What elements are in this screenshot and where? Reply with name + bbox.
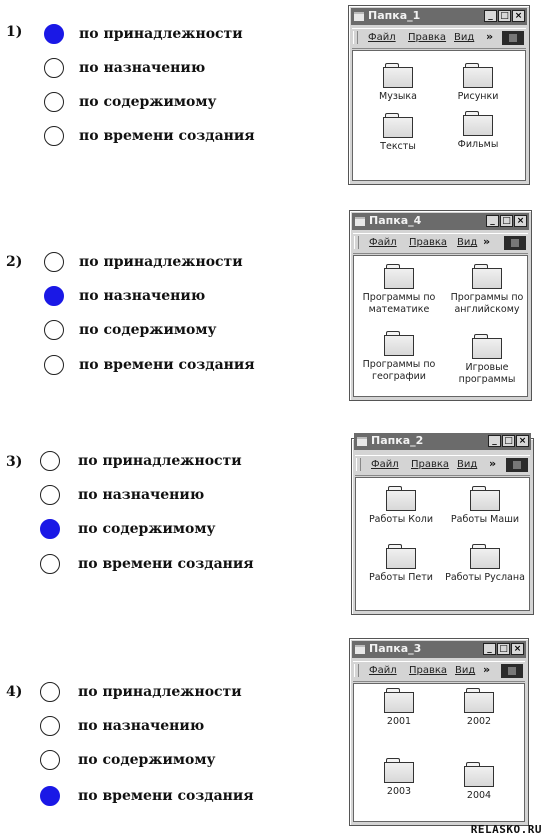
option-label: по времени создания <box>79 128 255 144</box>
window-icon <box>355 645 365 654</box>
minimize-icon[interactable]: _ <box>483 643 496 655</box>
option-label: по назначению <box>78 718 205 734</box>
folder-icon <box>384 264 414 288</box>
option-label: по назначению <box>79 60 206 76</box>
title-bar <box>351 8 527 25</box>
menu-file[interactable]: Файл <box>371 459 399 470</box>
folder-label: Фильмы <box>457 139 499 150</box>
folder-icon <box>384 688 414 712</box>
menu-edit[interactable]: Правка <box>411 459 450 470</box>
menu-bar <box>355 455 530 476</box>
folder-icon <box>386 544 416 568</box>
folder-icon <box>463 63 493 87</box>
close-icon[interactable]: × <box>511 643 524 655</box>
folder-item[interactable] <box>356 544 446 584</box>
watermark: RELASKO.RU <box>470 823 542 836</box>
window-title: Папка_3 <box>369 642 422 655</box>
toolbar-grip <box>353 31 358 44</box>
option-label: по времени создания <box>78 556 254 572</box>
folder-item[interactable] <box>434 762 524 802</box>
folder-label: 2001 <box>386 716 412 727</box>
chevron-more-icon[interactable]: » <box>486 30 494 43</box>
question-number: 4) <box>6 684 23 700</box>
close-icon[interactable]: × <box>514 215 527 227</box>
folder-icon <box>383 113 413 137</box>
menu-edit[interactable]: Правка <box>409 237 448 248</box>
folder-item[interactable] <box>353 63 443 103</box>
folder-icon <box>464 762 494 786</box>
option-label: по времени создания <box>78 788 254 804</box>
option-label: по содержимому <box>78 752 216 768</box>
menu-file[interactable]: Файл <box>369 665 397 676</box>
menu-edit[interactable]: Правка <box>409 665 448 676</box>
question-number: 3) <box>6 454 23 470</box>
folder-item[interactable] <box>442 264 532 316</box>
title-bar <box>352 213 529 230</box>
window-icon <box>355 217 365 226</box>
radio-button[interactable] <box>44 286 64 306</box>
folder-label: Программы по английскому <box>450 292 524 315</box>
chevron-more-icon[interactable]: » <box>489 457 497 470</box>
radio-button[interactable] <box>40 485 60 505</box>
window-icon <box>357 437 367 446</box>
radio-button[interactable] <box>40 451 60 471</box>
radio-button[interactable] <box>44 92 64 112</box>
maximize-icon[interactable]: □ <box>497 643 510 655</box>
folder-label: Работы Руслана <box>445 572 525 583</box>
menu-view[interactable]: Вид <box>457 459 478 470</box>
folder-label: 2003 <box>386 786 412 797</box>
folder-item[interactable] <box>433 111 523 151</box>
maximize-icon[interactable]: □ <box>500 215 513 227</box>
folder-item[interactable] <box>353 113 443 153</box>
windows-logo-icon <box>506 458 528 472</box>
folder-label: Работы Пети <box>369 572 433 583</box>
option-label: по назначению <box>78 487 205 503</box>
folder-label: Работы Коли <box>368 514 434 525</box>
window-title: Папка_4 <box>369 214 422 227</box>
title-bar <box>352 641 526 658</box>
folder-label: 2002 <box>466 716 492 727</box>
radio-button[interactable] <box>44 252 64 272</box>
option-label: по принадлежности <box>79 254 243 270</box>
folder-window <box>349 210 532 401</box>
windows-logo-icon <box>504 236 526 250</box>
folder-label: Музыка <box>379 91 417 102</box>
chevron-more-icon[interactable]: » <box>483 235 491 248</box>
folder-item[interactable] <box>354 688 444 728</box>
folder-icon <box>470 486 500 510</box>
option-label: по содержимому <box>79 94 217 110</box>
folder-content <box>353 255 528 397</box>
toolbar-grip <box>354 664 359 677</box>
menu-edit[interactable]: Правка <box>408 32 447 43</box>
menu-view[interactable]: Вид <box>455 665 476 676</box>
maximize-icon[interactable]: □ <box>498 10 511 22</box>
option-label: по назначению <box>79 288 206 304</box>
radio-button[interactable] <box>40 554 60 574</box>
folder-item[interactable] <box>433 63 523 103</box>
windows-logo-icon <box>501 664 523 678</box>
folder-icon <box>464 688 494 712</box>
folder-item[interactable] <box>354 331 444 383</box>
minimize-icon[interactable]: _ <box>488 435 501 447</box>
option-label: по содержимому <box>78 521 216 537</box>
folder-item[interactable] <box>440 486 530 526</box>
folder-window <box>351 434 534 615</box>
toolbar-grip <box>354 236 359 249</box>
menu-bar <box>353 233 528 254</box>
close-icon[interactable]: × <box>512 10 525 22</box>
radio-button[interactable] <box>40 682 60 702</box>
folder-icon <box>472 334 502 358</box>
menu-bar <box>353 661 525 682</box>
menu-file[interactable]: Файл <box>368 32 396 43</box>
minimize-icon[interactable]: _ <box>486 215 499 227</box>
folder-content <box>353 683 525 822</box>
folder-label: Программы по географии <box>362 359 436 382</box>
radio-button[interactable] <box>40 786 60 806</box>
minimize-icon[interactable]: _ <box>484 10 497 22</box>
folder-item[interactable] <box>434 688 524 728</box>
folder-icon <box>386 486 416 510</box>
menu-bar <box>352 28 526 49</box>
folder-icon <box>472 264 502 288</box>
folder-label: Игровые программы <box>458 362 516 385</box>
radio-button[interactable] <box>40 519 60 539</box>
toolbar-grip <box>356 458 361 471</box>
radio-button[interactable] <box>44 126 64 146</box>
close-icon[interactable]: × <box>516 435 529 447</box>
folder-item[interactable] <box>356 486 446 526</box>
folder-content <box>355 477 530 611</box>
title-bar <box>354 433 531 450</box>
folder-label: Программы по математике <box>362 292 436 315</box>
folder-item[interactable] <box>354 758 444 798</box>
windows-logo-icon <box>502 31 524 45</box>
folder-icon <box>384 758 414 782</box>
menu-file[interactable]: Файл <box>369 237 397 248</box>
option-label: по времени создания <box>79 357 255 373</box>
option-label: по принадлежности <box>78 684 242 700</box>
radio-button[interactable] <box>40 716 60 736</box>
window-title: Папка_2 <box>371 434 424 447</box>
radio-button[interactable] <box>44 58 64 78</box>
option-label: по принадлежности <box>79 26 243 42</box>
folder-window <box>348 5 530 185</box>
radio-button[interactable] <box>44 24 64 44</box>
question-number: 2) <box>6 254 23 270</box>
radio-button[interactable] <box>40 750 60 770</box>
folder-icon <box>470 544 500 568</box>
maximize-icon[interactable]: □ <box>502 435 515 447</box>
folder-item[interactable] <box>440 544 530 584</box>
window-icon <box>354 12 364 21</box>
radio-button[interactable] <box>44 355 64 375</box>
folder-label: Тексты <box>380 141 416 152</box>
option-label: по принадлежности <box>78 453 242 469</box>
radio-button[interactable] <box>44 320 64 340</box>
window-title: Папка_1 <box>368 9 421 22</box>
folder-icon <box>384 331 414 355</box>
folder-window <box>349 638 529 826</box>
menu-view[interactable]: Вид <box>454 32 475 43</box>
option-label: по содержимому <box>79 322 217 338</box>
folder-icon <box>383 63 413 87</box>
menu-view[interactable]: Вид <box>457 237 478 248</box>
folder-item[interactable] <box>354 264 444 316</box>
chevron-more-icon[interactable]: » <box>483 663 491 676</box>
question-number: 1) <box>6 24 23 40</box>
folder-icon <box>463 111 493 135</box>
folder-label: Работы Маши <box>450 514 520 525</box>
folder-item[interactable] <box>442 334 532 386</box>
folder-label: 2004 <box>466 790 492 801</box>
folder-label: Рисунки <box>457 91 499 102</box>
folder-content <box>352 50 526 181</box>
